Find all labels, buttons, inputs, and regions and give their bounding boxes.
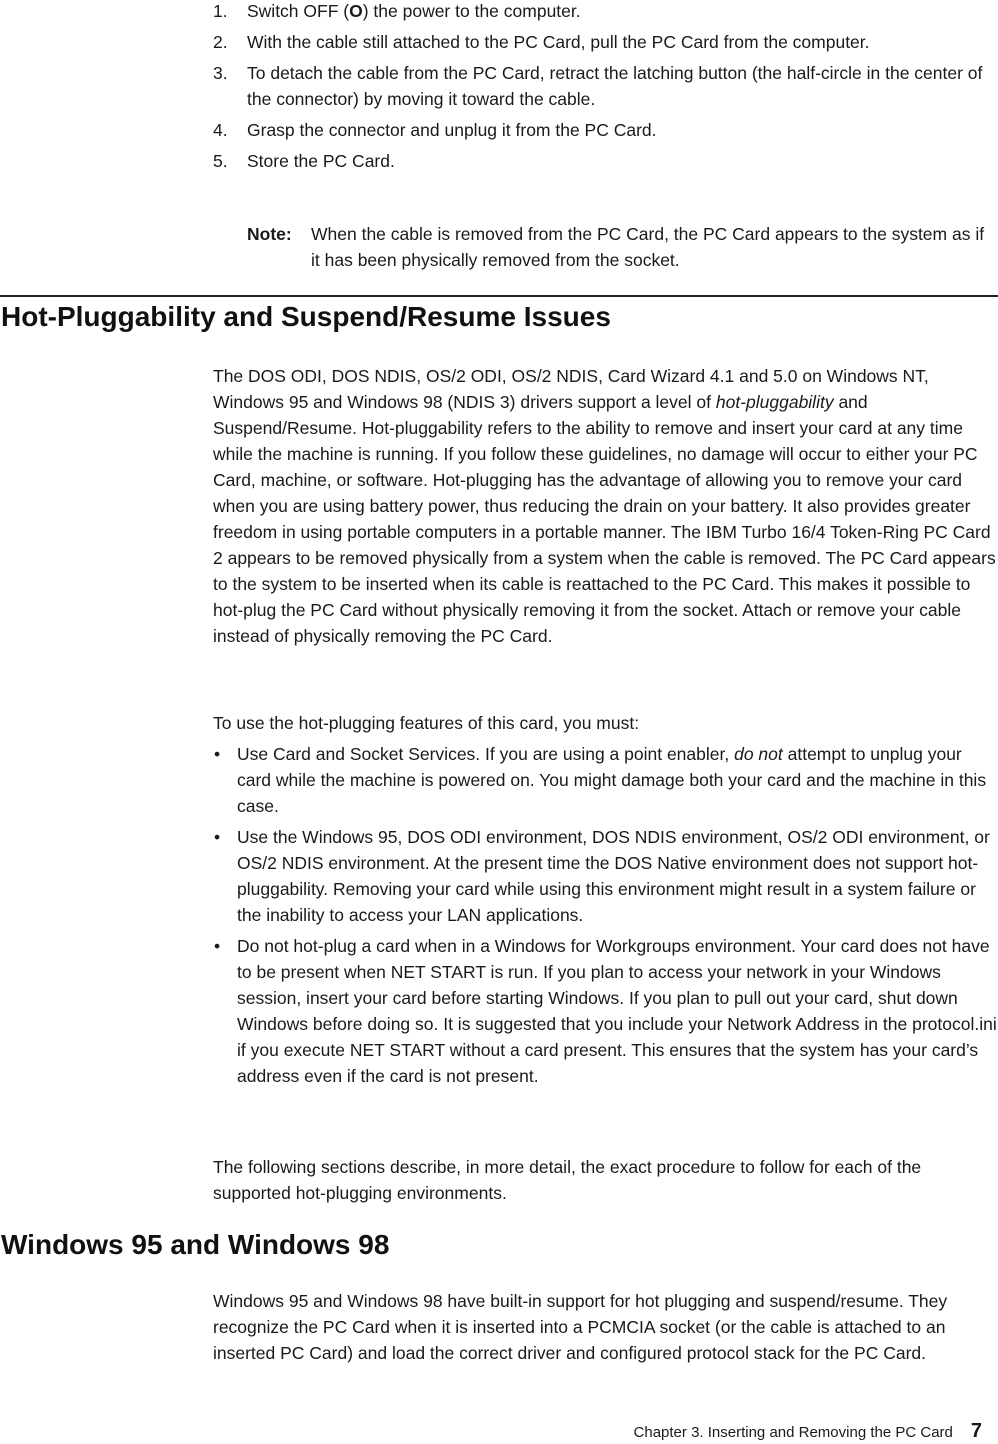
paragraph-text: and Suspend/Resume. Hot-pluggability refers to the ability to remove and insert your card at any time while the machine is running. If you follow these guidelines, no damage will occur to either your PC Card, machine, or software. Hot-plugging has the advantage of allowing you to remove your card when you are using battery power, thus reducing the drain on your battery. It also provides greater freedom in using portable computers in a portable manner. The IBM Turbo 16/4 Token-Ring PC Card 2 appears to be removed physically from a system when the cable is removed. The PC Card appears to the system to be inserted when its cable is reattached to the PC Card. This makes it possible to hot-plug the PC Card without physically removing it from the socket. Attach or remove your cable instead of physically removing the PC Card. xyxy=(213,392,996,646)
windows-paragraph: Windows 95 and Windows 98 have built-in support for hot plugging and suspend/resume. They recognize the PC Card when it is inserted into a PCMCIA socket (or the cable is attached to an inserted PC Card) and load the correct driver and configured protocol stack for the PC Card. xyxy=(213,1291,948,1363)
section-title-windows: Windows 95 and Windows 98 xyxy=(1,1229,390,1260)
list-item xyxy=(213,741,998,819)
step-number: 4. xyxy=(213,120,228,140)
step-number: 5. xyxy=(213,151,228,171)
step-item xyxy=(213,0,998,24)
note-label: Note: xyxy=(247,224,292,244)
section-divider xyxy=(0,295,998,297)
step-text: Store the PC Card. xyxy=(247,151,395,171)
requirements-list xyxy=(213,741,998,1094)
bullet-icon: • xyxy=(214,936,221,956)
step-item xyxy=(213,60,998,112)
chapter-title: Chapter 3. Inserting and Removing the PC Card xyxy=(633,1424,953,1441)
list-item xyxy=(213,933,998,1089)
list-item-text: Do not hot-plug a card when in a Windows for Workgroups environment. Your card does not have to be present when NET START is run. If you plan to access your network in your Windows session, insert your card before starting Windows. If you plan to pull out your card, shut down Windows before doing so. It is suggested that you include your Network Address in the protocol.ini if you execute NET START without a card present. This ensures that the system has your card’s address even if the card is not present. xyxy=(237,936,997,1086)
step-text: ) the power to the computer. xyxy=(362,1,581,21)
procedure-steps xyxy=(213,0,998,179)
bullet-icon: • xyxy=(214,744,221,764)
step-number: 1. xyxy=(213,1,228,21)
off-symbol: O xyxy=(349,1,363,21)
step-item xyxy=(213,29,998,55)
step-text: Grasp the connector and unplug it from the PC Card. xyxy=(247,120,657,140)
list-item-text: Use the Windows 95, DOS ODI environment, DOS NDIS environment, OS/2 ODI environment, or OS/2 NDIS environment. At the present time the DOS Native environment does not support hot-pluggability. Removing your card while using this environment might result in a system failure or the inability to access your LAN applications. xyxy=(237,827,990,925)
emphasis-term: do not xyxy=(734,744,783,764)
step-item xyxy=(213,148,998,174)
page-footer xyxy=(634,1420,982,1444)
step-text: Switch OFF ( xyxy=(247,1,350,21)
sections-intro: The following sections describe, in more detail, the exact procedure to follow for each of the supported hot-plugging environments. xyxy=(213,1157,922,1203)
page-number: 7 xyxy=(970,1420,982,1442)
list-item-text: Use Card and Socket Services. If you are using a point enabler, xyxy=(237,744,735,764)
intro-paragraph xyxy=(213,363,998,649)
step-text: To detach the cable from the PC Card, retract the latching button (the half-circle in the center of the connector) by moving it toward the cable. xyxy=(247,63,983,109)
requirements-lead: To use the hot-plugging features of this card, you must: xyxy=(213,713,640,733)
step-number: 2. xyxy=(213,32,228,52)
paragraph-text: The DOS ODI, DOS NDIS, OS/2 ODI, OS/2 NDIS, Card Wizard 4.1 and 5.0 on Windows NT, Windows 95 and Windows 98 (NDIS 3) drivers support a level of xyxy=(213,366,929,412)
list-item-text: attempt to unplug your card while the machine is powered on. You might damage both your card and the machine in this case. xyxy=(237,744,987,816)
emphasis-term: hot-pluggability xyxy=(715,392,834,412)
list-item xyxy=(213,824,998,928)
section-title-hot-pluggability: Hot-Pluggability and Suspend/Resume Issues xyxy=(1,301,611,332)
step-text: With the cable still attached to the PC Card, pull the PC Card from the computer. xyxy=(247,32,870,52)
bullet-icon: • xyxy=(214,827,221,847)
step-number: 3. xyxy=(213,63,228,83)
note-text: When the cable is removed from the PC Card, the PC Card appears to the system as if it has been physically removed from the socket. xyxy=(311,224,985,270)
step-item xyxy=(213,117,998,143)
note-block xyxy=(247,221,987,273)
